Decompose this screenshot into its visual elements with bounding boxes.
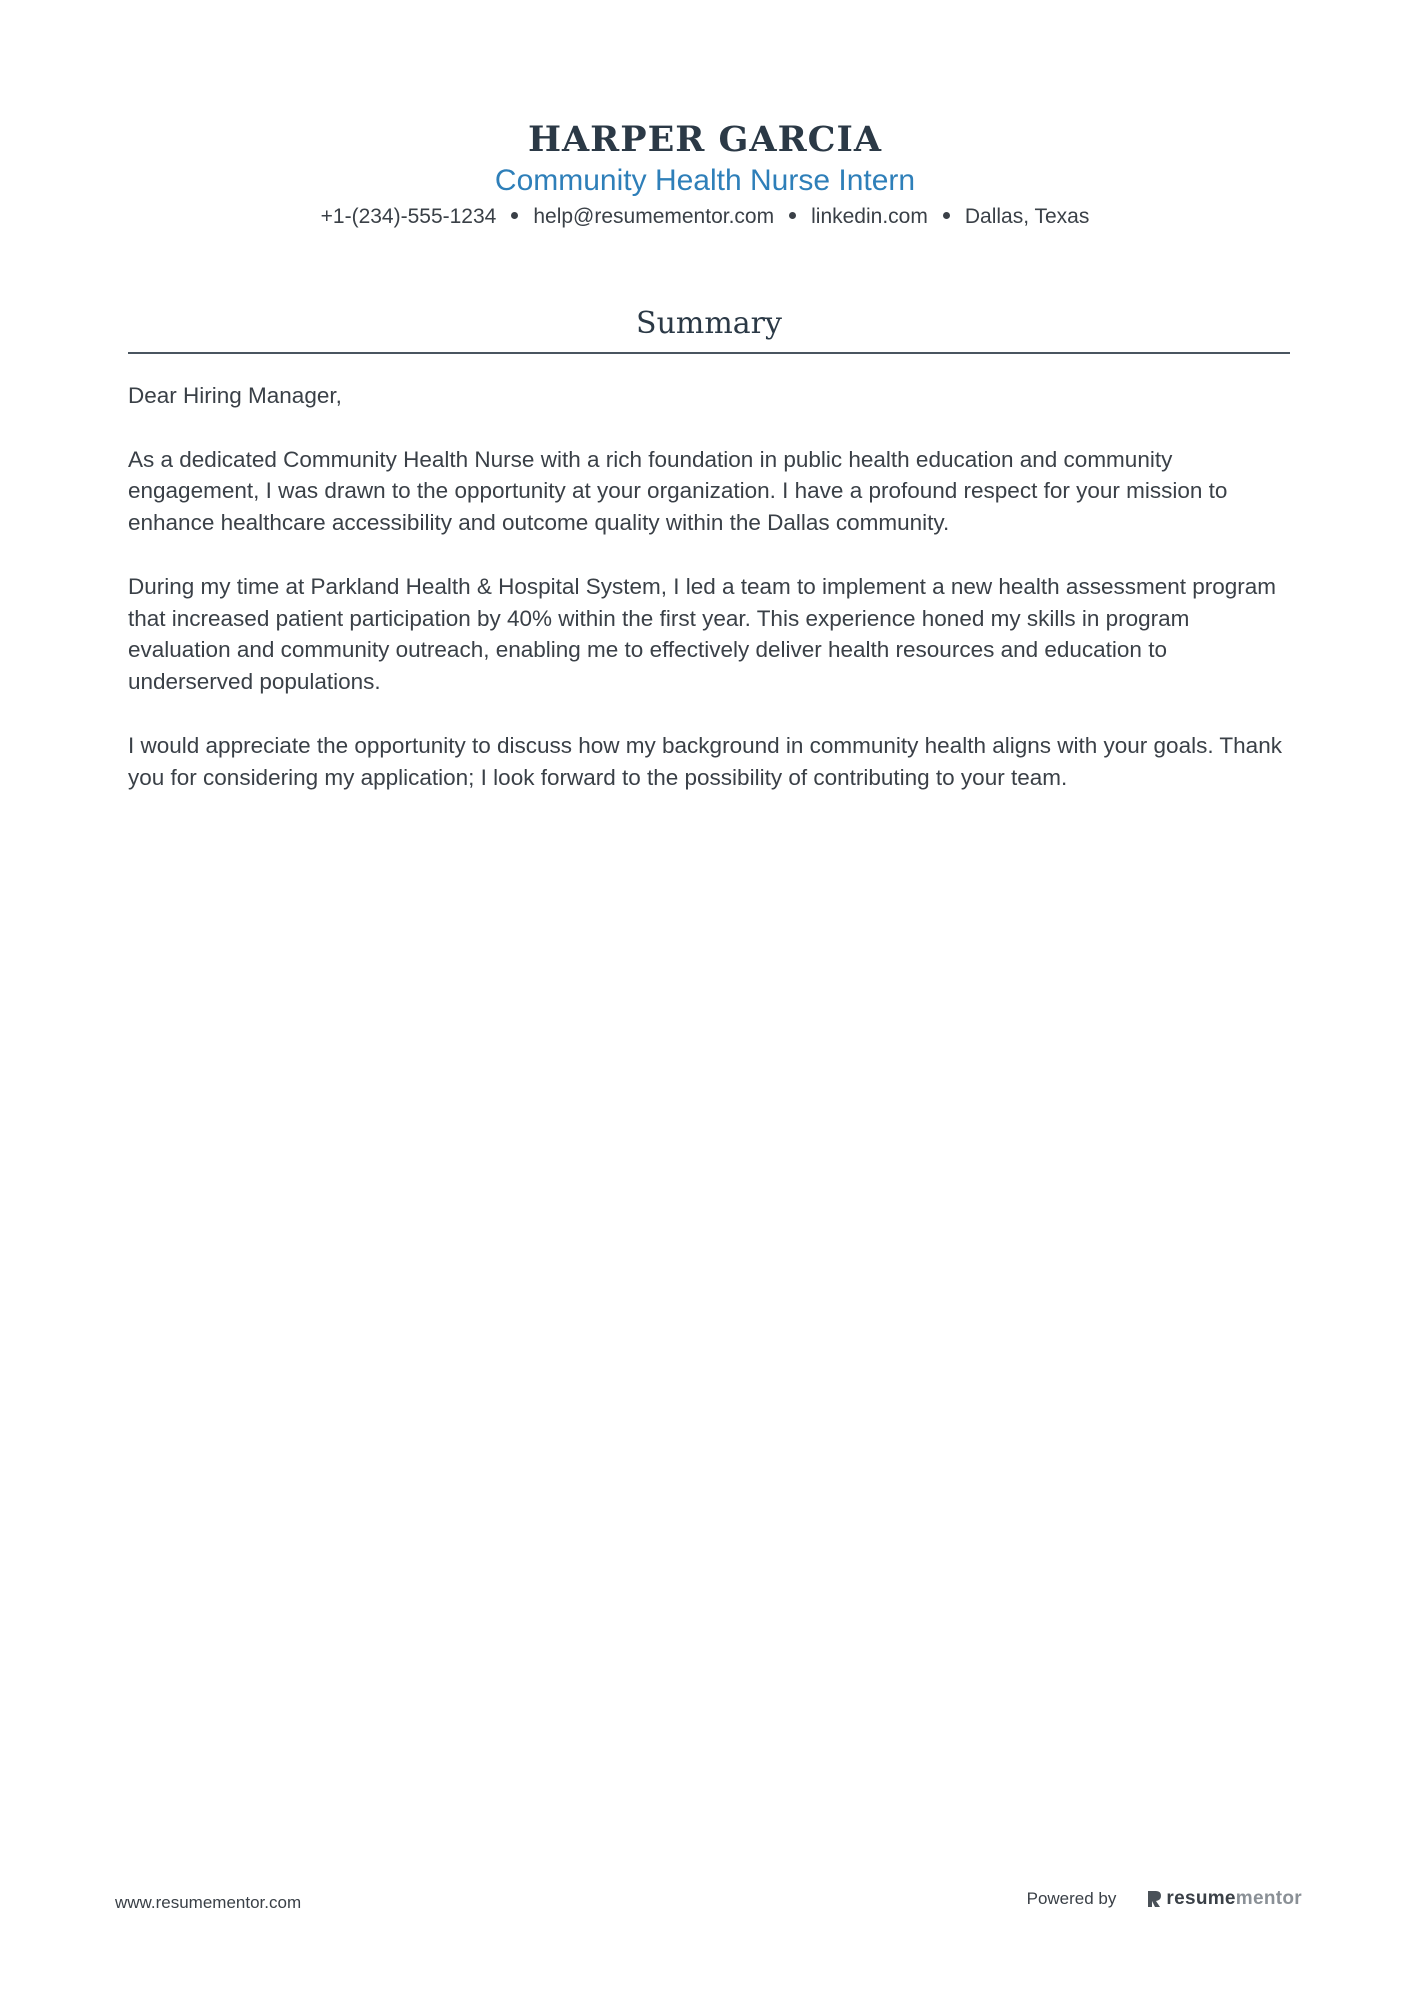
footer-website: www.resumementor.com <box>115 1893 302 1912</box>
resumementor-logo-icon <box>1146 1889 1162 1909</box>
bullet-separator-icon <box>789 212 796 219</box>
candidate-job-title: Community Health Nurse Intern <box>494 164 916 197</box>
powered-by-label: Powered by <box>1026 1889 1117 1908</box>
bullet-separator-icon <box>943 212 950 219</box>
candidate-name: HARPER GARCIA <box>527 119 883 160</box>
section-divider <box>128 352 1290 354</box>
letter-paragraph: I would appreciate the opportunity to discuss how my background in community health aligns with your goals. Thank you for considering my application; I look forward to the possibility of contributing to your team. <box>128 732 1282 790</box>
letter-greeting: Dear Hiring Manager, <box>128 383 342 408</box>
contact-linkedin: linkedin.com <box>811 205 928 228</box>
contact-phone: +1-(234)-555-1234 <box>320 205 497 228</box>
footer-branding <box>1027 1888 1302 1910</box>
logo-text-light: mentor <box>1235 1888 1302 1909</box>
letter-paragraph: As a dedicated Community Health Nurse with a rich foundation in public health education and community engagement, I was drawn to the opportunity at your organization. I have a profound respect for your mission to enhance healthcare accessibility and outcome quality within the Dallas community. <box>128 446 1228 536</box>
letter-paragraph: During my time at Parkland Health & Hospital System, I led a team to implement a new health assessment program that increased patient participation by 40% within the first year. This experience honed my skills in program evaluation and community outreach, enabling me to effectively deliver health resources and education to underserved populations. <box>128 573 1277 695</box>
contact-location: Dallas, Texas <box>964 205 1090 228</box>
contact-email: help@resumementor.com <box>533 205 775 228</box>
resumementor-logo <box>1146 1888 1302 1910</box>
logo-text-bold: resume <box>1166 1888 1236 1909</box>
section-title-summary: Summary <box>636 306 782 341</box>
letter-body <box>128 380 1294 825</box>
document-header <box>0 118 1410 232</box>
contact-line <box>0 202 1410 232</box>
bullet-separator-icon <box>511 212 518 219</box>
